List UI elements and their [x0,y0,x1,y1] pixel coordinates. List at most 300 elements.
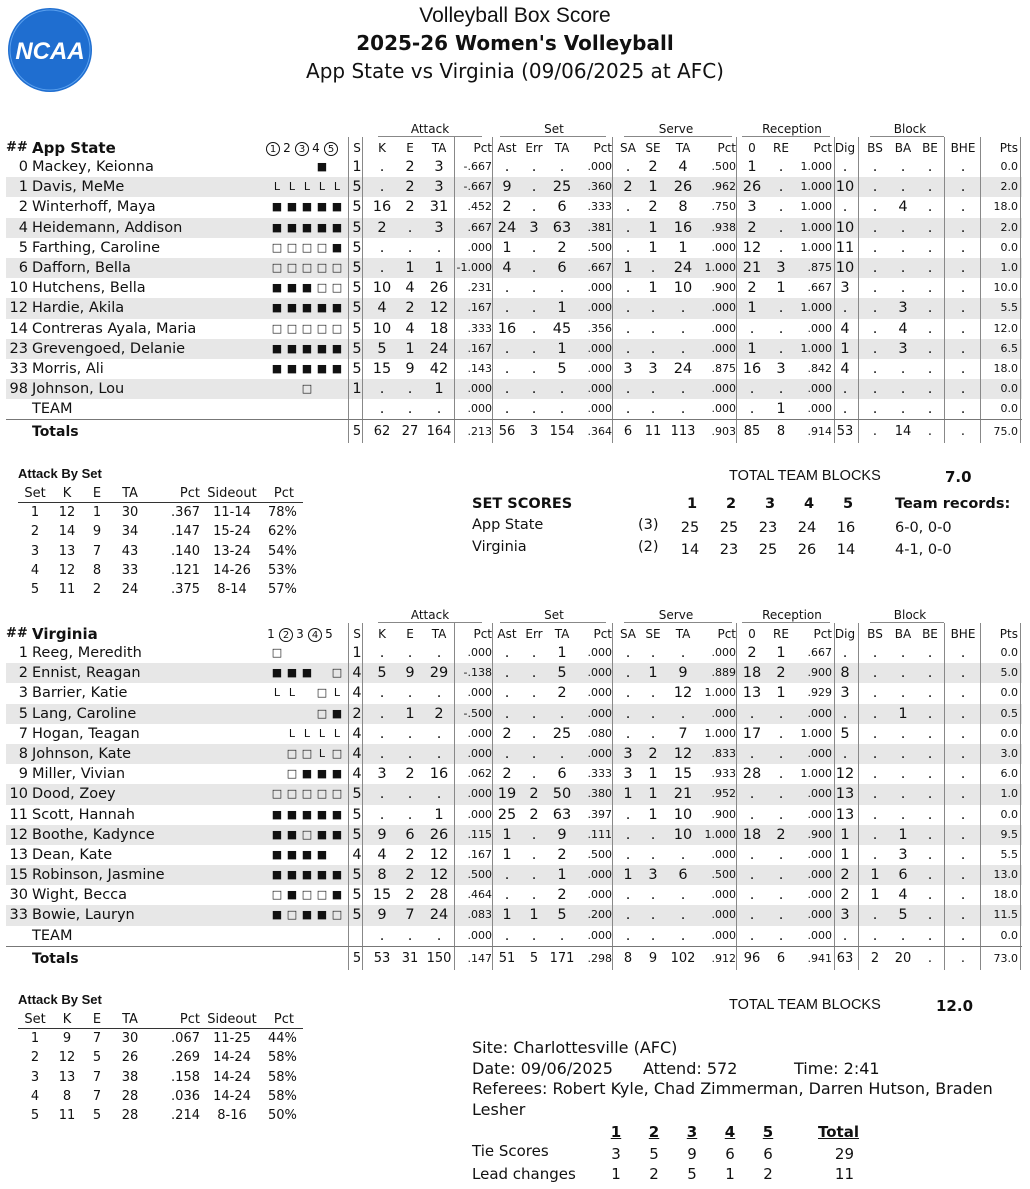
stat-dig: 11 [835,239,855,256]
abs-e: 7 [92,543,102,559]
stat-vta: . [680,927,686,944]
stat-pct: .000 [467,807,492,821]
column-divider [362,157,363,177]
column-header-spct: Pct [593,141,612,155]
column-divider [944,623,945,643]
column-header-bhe: BHE [950,141,976,155]
column-divider [348,947,349,970]
abs-header-spct: Pct [273,486,294,501]
stat-bs: . [872,360,878,377]
stat-sa: . [625,826,631,843]
stat-e: 1 [405,259,415,276]
rotation-mark: □ [271,260,283,274]
column-divider [362,784,363,804]
player-row [6,663,1022,683]
stat-se: 1 [648,665,658,682]
tie-total-header: Total [818,1123,859,1141]
stat-bhe: . [960,867,966,884]
column-divider [736,744,737,764]
records-title: Team records: [895,496,1011,512]
column-divider [492,623,493,643]
rotation-mark: □ [301,240,313,254]
stat-re: . [778,907,784,924]
stat-e: 4 [405,320,415,337]
rotation-mark: ■ [331,200,343,214]
team2-total-blocks-value: 12.0 [936,997,974,1015]
column-divider [454,399,455,419]
stat-dig: . [842,927,848,944]
abs-spct: 58% [268,1069,297,1085]
player-row [6,238,1022,258]
column-divider [348,177,349,197]
stat-be: . [927,340,933,357]
stat-ta: 3 [434,179,444,196]
stat-err: . [531,199,537,216]
stat-pts: 0.0 [1000,928,1018,942]
column-header-rpct: Pct [813,141,832,155]
stat-bs: . [872,927,878,944]
player-row [6,339,1022,359]
stat-s: 5 [352,239,362,256]
column-header-k: K [378,141,386,155]
total-vta: 113 [670,424,696,440]
rotation-mark: □ [301,888,313,902]
stat-se: . [650,401,656,418]
column-divider [858,238,859,258]
stat-vpct: .500 [711,160,736,173]
stat-re: . [778,786,784,803]
stat-se: . [650,381,656,398]
column-divider [492,379,493,399]
column-divider [612,724,613,744]
column-divider [736,197,737,217]
column-divider [980,683,981,703]
date: Date: 09/06/2025 [472,1058,613,1078]
stat-pts: 6.5 [1000,341,1018,355]
stat-re: . [778,887,784,904]
set-won-circled: 3 [295,142,309,156]
player-name: Scott, Hannah [32,806,135,823]
column-divider [980,825,981,845]
stat-bs: . [872,239,878,256]
stat-sa: 3 [623,745,633,762]
attack-by-set-title: Attack By Set [18,992,102,1007]
abs-header-ta: TA [122,486,138,501]
stat-sa: . [625,381,631,398]
rotation-mark: L [273,180,281,194]
stat-rpct: .000 [807,807,832,821]
column-header-ta: TA [431,141,447,155]
stat-ta: 1 [434,381,444,398]
stat-dig: . [842,745,848,762]
column-divider [1020,663,1021,683]
abs-set: 4 [30,562,40,578]
stat-ast: 9 [502,179,512,196]
column-divider [944,278,945,298]
stat-sa: . [625,280,631,297]
column-divider [362,663,363,683]
stat-r0: 17 [742,725,762,742]
stat-bhe: . [960,766,966,783]
attack-by-set-row [18,580,303,599]
column-divider [944,805,945,825]
stat-e: 6 [405,826,415,843]
set-label: 4 [803,496,815,512]
stat-s: 5 [352,826,362,843]
column-divider [348,643,349,663]
column-divider [980,218,981,238]
column-header-rpct: Pct [813,627,832,641]
total-ba: 20 [894,950,912,966]
column-header-spct: Pct [593,627,612,641]
column-divider [454,258,455,278]
rotation-mark: ■ [271,807,283,821]
column-divider [454,157,455,177]
column-divider [858,420,859,443]
stat-e: 9 [405,360,415,377]
stat-k: 15 [372,360,392,377]
stat-rpct: .000 [807,787,832,801]
column-group-header [6,121,1022,137]
stat-k: . [379,685,385,702]
abs-sideout: 13-24 [213,543,251,559]
column-divider [944,137,945,157]
tie-value: 2 [649,1165,659,1183]
stat-ba: 4 [898,199,908,216]
rotation-mark: ■ [331,301,343,315]
stat-ta: . [436,239,442,256]
rotation-mark: ■ [316,767,328,781]
stat-pct: .143 [467,361,492,375]
column-group-label: Block [893,122,927,136]
player-row [6,359,1022,379]
total-pct: .213 [467,425,492,439]
stat-sta: 25 [552,725,572,742]
team1-box-score [6,121,1022,443]
stat-r0: 1 [747,159,757,175]
stat-dig: 2 [840,887,850,904]
column-divider [736,137,737,157]
stat-spct: .000 [587,706,612,720]
stat-r0: 21 [742,259,762,276]
column-divider [834,157,835,177]
column-divider [980,764,981,784]
total-ta: 164 [426,424,452,440]
player-row [6,319,1022,339]
column-divider [1020,137,1021,157]
column-divider [1020,319,1021,339]
player-row [6,278,1022,298]
stat-spct: .200 [587,908,612,922]
stat-s: 1 [352,159,362,175]
stat-sta: 50 [552,786,572,803]
stat-pts: 0.0 [1000,160,1018,173]
abs-sideout: 15-24 [213,524,251,540]
column-header-be: BE [922,627,938,641]
stat-sta: 6 [557,259,567,276]
stat-ta: 18 [429,320,449,337]
abs-set: 2 [30,524,40,540]
column-divider [858,339,859,359]
player-name: Johnson, Kate [32,745,132,762]
stat-pct: -.667 [463,180,492,194]
abs-header-ta: TA [122,1012,138,1027]
column-divider [348,197,349,217]
column-divider [944,258,945,278]
stat-ast: 2 [502,725,512,742]
stat-pts: 12.0 [993,321,1018,335]
stat-vta: . [680,320,686,337]
total-sta: 171 [549,950,575,966]
rotation-mark: ■ [301,868,313,882]
column-divider [612,319,613,339]
tie-total: 29 [834,1145,854,1163]
abs-spct: 58% [268,1050,297,1066]
column-divider [348,379,349,399]
ss-score: 14 [680,542,700,558]
stat-spct: .333 [587,767,612,781]
stat-rpct: .000 [807,706,832,720]
stat-pct: .667 [467,220,492,234]
total-k: 62 [373,424,391,440]
abs-set: 5 [30,582,40,598]
stat-e: 2 [405,766,415,783]
stat-se: . [650,685,656,702]
column-divider [834,784,835,804]
stat-se: . [650,927,656,944]
rotation-mark: L [288,686,296,700]
stat-sta: 5 [557,360,567,377]
stat-se: . [650,705,656,722]
rotation-mark: ■ [316,361,328,375]
stat-sa: . [625,159,631,175]
stat-sa: . [625,300,631,317]
column-divider [834,258,835,278]
stat-sa: . [625,887,631,904]
column-divider [492,258,493,278]
stat-se: 1 [648,179,658,196]
total-spct: .298 [587,951,612,965]
column-group-label: Set [544,122,564,136]
column-divider [348,926,349,946]
stat-rpct: .875 [807,260,832,274]
column-divider [348,663,349,683]
report-title: Volleyball Box Score [419,4,611,27]
stat-pct: -.667 [463,160,492,173]
abs-k: 12 [58,505,76,520]
rotation-mark: □ [271,787,283,801]
column-divider [834,744,835,764]
player-name: Contreras Ayala, Maria [32,320,197,337]
column-divider [858,137,859,157]
column-divider [834,197,835,217]
stat-vpct: .000 [711,908,736,922]
set-won-circled: 5 [324,142,338,156]
stat-bhe: . [960,320,966,337]
stat-k: . [379,179,385,196]
stat-vpct: .000 [711,847,736,861]
column-header-e: E [406,627,414,641]
stat-se: . [650,259,656,276]
abs-ta: 28 [121,1088,139,1104]
column-divider [454,947,455,970]
column-divider [612,663,613,683]
column-divider [944,339,945,359]
stat-ba: 5 [898,907,908,924]
stat-bs: . [872,705,878,722]
stat-sa: . [625,645,631,661]
column-header-err: Err [525,141,543,155]
stat-bhe: . [960,219,966,236]
column-divider [348,764,349,784]
player-row [6,683,1022,703]
column-divider [492,420,493,443]
player-row [6,704,1022,724]
ss-score: 25 [680,520,700,536]
column-divider [612,704,613,724]
column-divider [736,663,737,683]
rotation-mark: □ [301,787,313,801]
column-divider [612,420,613,443]
column-divider [612,157,613,177]
stat-r0: . [749,867,755,884]
attack-by-set-header [18,484,303,503]
stat-dig: 10 [835,219,855,236]
stat-rpct: .000 [807,888,832,902]
stat-vta: 12 [673,745,693,762]
stat-spct: .000 [587,402,612,416]
total-spct: .364 [587,425,612,439]
stat-err: . [531,826,537,843]
column-divider [1020,258,1021,278]
column-divider [492,805,493,825]
column-header-dig: Dig [834,627,856,641]
stat-ast: 4 [502,259,512,276]
rotation-mark: □ [316,787,328,801]
stat-ba: . [900,786,906,803]
stat-spct: .000 [587,160,612,173]
stat-s: 4 [352,665,362,682]
column-header-se: SE [645,141,661,155]
stat-ba: 1 [898,826,908,843]
rotation-mark: □ [271,240,283,254]
stat-ta: 12 [429,846,449,863]
totals-row [6,419,1022,443]
stat-k: . [379,705,385,722]
stat-err: . [531,280,537,297]
column-divider [492,218,493,238]
jersey-number: 5 [18,239,28,256]
column-divider [736,359,737,379]
attack-by-set-row [18,1087,303,1106]
column-divider [1020,865,1021,885]
totals-row [6,946,1022,970]
column-header-ast: Ast [497,141,517,155]
column-divider [362,764,363,784]
column-divider [348,399,349,419]
column-divider [736,885,737,905]
stat-r0: . [749,745,755,762]
column-divider [944,663,945,683]
column-divider [454,643,455,663]
stat-ast: . [504,340,510,357]
rotation-mark: ■ [331,361,343,375]
column-divider [858,724,859,744]
total-pct: .147 [467,951,492,965]
stat-spct: .000 [587,281,612,295]
stat-ta: . [436,401,442,418]
stat-re: . [778,219,784,236]
stat-bhe: . [960,887,966,904]
stat-be: . [927,300,933,317]
total-vta: 102 [670,950,696,966]
set-number: 5 [325,627,333,641]
ss-record: 4-1, 0-0 [895,542,952,558]
stat-ba: . [900,685,906,702]
stat-se: 1 [648,766,658,783]
stat-sa: . [625,705,631,722]
rotation-mark: ■ [286,341,298,355]
stat-vta: . [680,340,686,357]
column-divider [834,764,835,784]
column-divider [362,298,363,318]
column-divider [834,825,835,845]
rotation-mark: ■ [286,200,298,214]
stat-vta: . [680,300,686,317]
stat-k: 16 [372,199,392,216]
column-header-pts: Pts [999,141,1018,155]
stat-ast: . [504,280,510,297]
stat-pts: 0.0 [1000,726,1018,740]
column-divider [980,704,981,724]
stat-err: . [531,239,537,256]
ss-score: 23 [719,542,739,558]
rotation-mark: ■ [301,220,313,234]
stat-ta: . [436,927,442,944]
column-divider [362,825,363,845]
rotation-mark: L [303,180,311,194]
stat-vta: 26 [673,179,693,196]
stat-ta: 26 [429,826,449,843]
column-divider [454,298,455,318]
abs-e: 5 [92,1050,102,1066]
column-divider [612,623,613,643]
column-divider [980,643,981,663]
column-divider [492,885,493,905]
column-divider [348,238,349,258]
jersey-number: 10 [9,280,28,297]
stat-ba: 4 [898,887,908,904]
rotation-mark: □ [331,281,343,295]
abs-e: 8 [92,562,102,578]
total-sa: 8 [623,950,633,966]
jersey-number: 10 [9,786,28,803]
column-divider [980,177,981,197]
stat-pct: .000 [467,726,492,740]
stat-be: . [927,927,933,944]
stat-sta: 1 [557,300,567,317]
column-divider [834,724,835,744]
jersey-number-header: ## [6,140,28,155]
column-divider [492,643,493,663]
column-divider [834,926,835,946]
stat-r0: 2 [747,280,757,297]
rotation-mark: ■ [301,301,313,315]
stat-ast: . [504,381,510,398]
column-divider [1020,238,1021,258]
set-scores [472,493,1012,563]
column-header-re: RE [773,141,789,155]
